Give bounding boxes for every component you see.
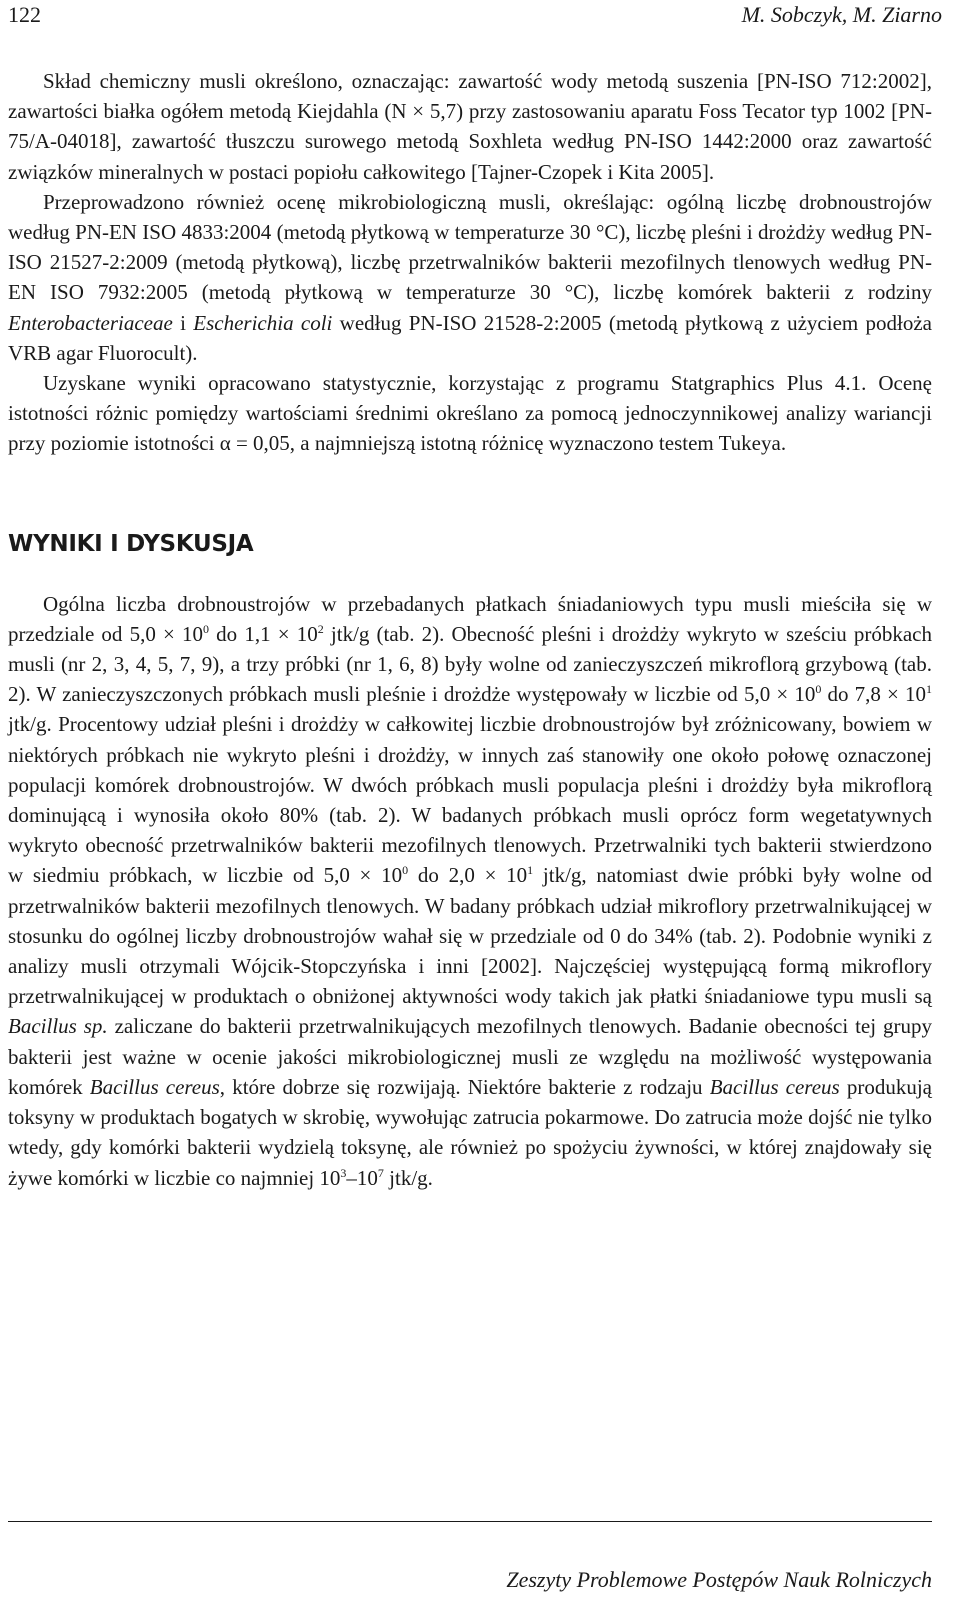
text-run: zaliczane do bakterii przetrwalnikujących mezofilnych tlenowych. Badanie obecności tej grupy bakterii jest ważne w ocenie jakości mikrobiologicznej musli ze względu na możliwość występowania komórek xyxy=(8,1014,932,1099)
spacer xyxy=(8,459,932,529)
text-run: , które dobrze się rozwijają. Niektóre bakterie z rodzaju xyxy=(219,1074,710,1099)
taxon-name: Bacillus sp. xyxy=(8,1014,108,1039)
exponent: 0 xyxy=(402,863,409,878)
text-run: jtk/g. Procentowy udział pleśni i drożdży w całkowitej liczbie drobnoustrojów był zróżnicowany, bowiem w niektórych próbkach nie wykryto pleśni i drożdży, w innych zaś stanowiły one około połowę oznaczonej populacji komórek drobnoustrojów. W dwóch próbkach musli populacja pleśni i drożdży była mikroflorą dominującą i wynosiła około 80% (tab. 2). W badanych próbkach musli oprócz form wegetatywnych wykryto obecność przetrwalników bakterii mezofilnych tlenowych. Przetrwalniki tych bakterii stwierdzono w siedmiu próbkach, w liczbie od 5,0 × 10 xyxy=(8,712,932,888)
page-header xyxy=(8,2,942,32)
section-heading-results: WYNIKI I DYSKUSJA xyxy=(8,530,254,557)
journal-footer: Zeszyty Problemowe Postępów Nauk Rolniczych xyxy=(506,1567,932,1592)
text-run: i xyxy=(172,310,194,335)
methods-paragraph-statistics: Uzyskane wyniki opracowano statystycznie, korzystając z programu Statgraphics Plus 4.1. Ocenę istotności różnic pomiędzy wartościami średnimi określano za pomocą jednoczynnikowej analizy wariancji przy poziomie istotności α = 0,05, a najmniejszą istotną różnicę wyznaczono testem Tukeya. xyxy=(8,371,932,456)
text-run: –10 xyxy=(346,1165,378,1190)
exponent: 0 xyxy=(815,682,822,697)
methods-paragraph-composition: Skład chemiczny musli określono, oznaczając: zawartość wody metodą suszenia [PN-ISO 712:2002], zawartości białka ogółem metodą Kiejdahla (N × 5,7) przy zastosowaniu aparatu Foss Tecator typ 1002 [PN-75/A-04018], zawartość tłuszczu surowego metodą Soxhleta według PN-ISO 1442:2000 oraz zawartość związków mineralnych w postaci popiołu całkowitego [Tajner-Czopek i Kita 2005]. xyxy=(8,69,932,184)
text-run: do 7,8 × 10 xyxy=(821,682,926,707)
text-run: według PN-ISO 21528-2:2005 (metodą płytkową z użyciem podłoża VRB agar Fluorocult). xyxy=(8,310,932,365)
page-number: 122 xyxy=(8,2,41,27)
text-run: jtk/g. xyxy=(383,1165,433,1190)
exponent: 7 xyxy=(377,1165,384,1180)
exponent: 2 xyxy=(317,621,324,636)
text-run: jtk/g, natomiast dwie próbki były wolne od przetrwalników bakterii mezofilnych tlenowych. W badany próbkach udział mikroflory przetrwalnikującej w stosunku do ogólnej liczby drobnoustrojów wahał się w przedziale od 0 do 34% (tab. 2). Podobnie wyniki z analizy musli otrzymali Wójcik-Stopczyńska i inni [2002]. Najczęściej występującą formą mikroflory przetrwalnikującej w produktach o obniżonej aktywności wody takich jak płatki śniadaniowe typu musli są xyxy=(8,863,933,1009)
text-run: do 1,1 × 10 xyxy=(209,621,318,646)
running-head-authors: M. Sobczyk, M. Ziarno xyxy=(741,2,942,27)
exponent: 1 xyxy=(527,863,534,878)
text-run: Ogólna liczba drobnoustrojów w przebadanych płatkach śniadaniowych typu musli mieściła się w przedziale od 5,0 × 10 xyxy=(8,591,932,646)
text-run: do 2,0 × 10 xyxy=(408,863,528,888)
text-run: jtk/g (tab. 2). Obecność pleśni i drożdży wykryto w sześciu próbkach musli (nr 2, 3, 4, 5, 7, 9), a trzy próbki (nr 1, 6, 8) były wolne od zanieczyszczeń mikroflorą grzybową (tab. 2). W zanieczyszczonych próbkach musli pleśnie i drożdże występowały w liczbie od 5,0 × 10 xyxy=(8,621,933,707)
taxon-name: Bacillus cereus xyxy=(709,1074,840,1099)
exponent: 0 xyxy=(203,621,209,636)
methods-paragraph-microbiology xyxy=(8,187,932,368)
exponent: 1 xyxy=(926,682,932,697)
footer-divider xyxy=(8,1521,932,1522)
text-run: produkują toksyny w produktach bogatych w skrobię, wywołując zatrucia pokarmowe. Do zatrucia może dojść nie tylko wtedy, gdy komórki bakterii wydzielą toksynę, ale również po spożyciu żywności, w której znajdowały się żywe komórki w liczbie co najmniej 10 xyxy=(8,1074,932,1190)
spacer xyxy=(8,559,932,589)
page-body xyxy=(8,66,932,1193)
exponent: 3 xyxy=(340,1165,347,1180)
text-run: Przeprowadzono również ocenę mikrobiologiczną musli, określając: ogólną liczbę drobnoustrojów według PN-EN ISO 4833:2004 (metodą płytkową w temperaturze 30 °C), liczbę pleśni i drożdży według PN-ISO 21527-2:2009 (metodą płytkową), liczbę przetrwalników bakterii mezofilnych tlenowych według PN-EN ISO 7932:2005 (metodą płytkową w temperaturze 30 °C), liczbę komórek bakterii z rodziny xyxy=(8,189,932,305)
taxon-name: Enterobacteriaceae xyxy=(8,310,173,335)
taxon-name: Escherichia coli xyxy=(193,310,333,335)
results-paragraph xyxy=(8,589,932,1193)
taxon-name: Bacillus cereus xyxy=(89,1074,220,1099)
